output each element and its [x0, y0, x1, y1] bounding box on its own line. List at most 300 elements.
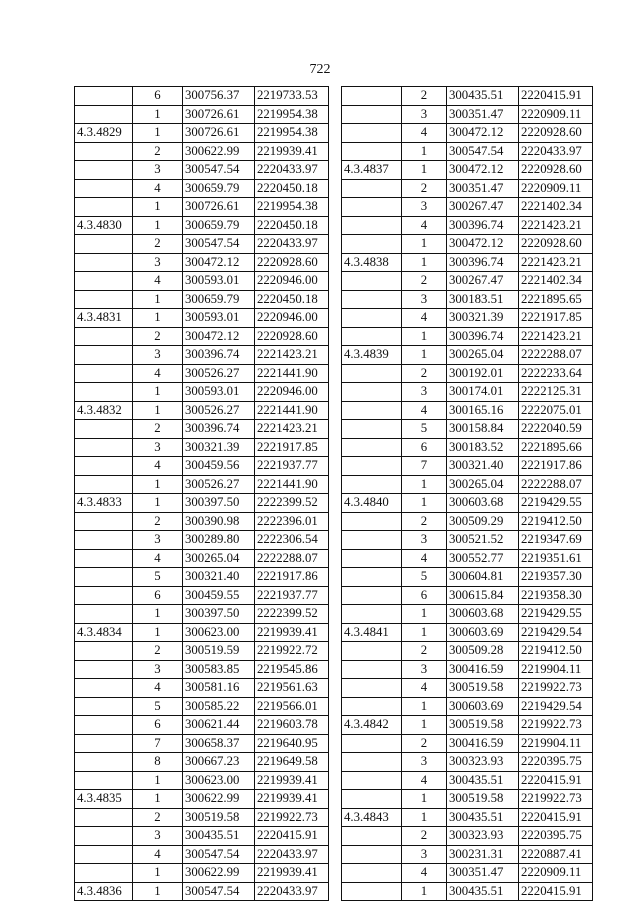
x-coordinate-cell: 300552.77 [447, 549, 519, 568]
x-coordinate-cell: 300622.99 [183, 864, 255, 883]
point-number-cell: 2 [133, 420, 183, 439]
table-row [75, 235, 329, 254]
x-coordinate-cell: 300726.61 [183, 105, 255, 124]
parcel-id-cell: 4.3.4833 [75, 494, 133, 513]
table-row [75, 864, 329, 883]
parcel-id-cell: 4.3.4843 [342, 808, 402, 827]
parcel-id-cell [75, 87, 133, 106]
y-coordinate-cell: 2221423.21 [519, 327, 593, 346]
y-coordinate-cell: 2221402.34 [519, 198, 593, 217]
parcel-id-cell [342, 845, 402, 864]
parcel-id-cell [342, 697, 402, 716]
point-number-cell: 2 [402, 364, 447, 383]
y-coordinate-cell: 2220415.91 [519, 882, 593, 901]
y-coordinate-cell: 2219412.50 [519, 512, 593, 531]
y-coordinate-cell: 2219954.38 [255, 124, 329, 143]
x-coordinate-cell: 300397.50 [183, 494, 255, 513]
table-row [75, 327, 329, 346]
x-coordinate-cell: 300521.52 [447, 531, 519, 550]
point-number-cell: 3 [402, 198, 447, 217]
point-number-cell: 1 [402, 327, 447, 346]
x-coordinate-cell: 300158.84 [447, 420, 519, 439]
x-coordinate-cell: 300165.16 [447, 401, 519, 420]
parcel-id-cell [75, 512, 133, 531]
parcel-id-cell [342, 216, 402, 235]
y-coordinate-cell: 2219904.11 [519, 734, 593, 753]
point-number-cell: 5 [402, 420, 447, 439]
table-row [75, 549, 329, 568]
x-coordinate-cell: 300623.00 [183, 623, 255, 642]
y-coordinate-cell: 2221423.21 [255, 346, 329, 365]
point-number-cell: 6 [402, 586, 447, 605]
y-coordinate-cell: 2220415.91 [519, 771, 593, 790]
y-coordinate-cell: 2219733.53 [255, 87, 329, 106]
point-number-cell: 6 [133, 87, 183, 106]
table-row [342, 605, 593, 624]
y-coordinate-cell: 2219566.01 [255, 697, 329, 716]
point-number-cell: 1 [402, 605, 447, 624]
table-row [75, 383, 329, 402]
x-coordinate-cell: 300756.37 [183, 87, 255, 106]
parcel-id-cell [342, 679, 402, 698]
point-number-cell: 1 [402, 882, 447, 901]
point-number-cell: 3 [133, 827, 183, 846]
parcel-id-cell [342, 438, 402, 457]
table-row [342, 623, 593, 642]
y-coordinate-cell: 2221937.77 [255, 586, 329, 605]
y-coordinate-cell: 2221917.86 [255, 568, 329, 587]
point-number-cell: 1 [133, 864, 183, 883]
point-number-cell: 4 [402, 549, 447, 568]
point-number-cell: 2 [402, 87, 447, 106]
point-number-cell: 3 [402, 383, 447, 402]
point-number-cell: 1 [402, 475, 447, 494]
x-coordinate-cell: 300622.99 [183, 142, 255, 161]
table-row [342, 808, 593, 827]
parcel-id-cell [75, 808, 133, 827]
table-row [75, 586, 329, 605]
y-coordinate-cell: 2219939.41 [255, 864, 329, 883]
y-coordinate-cell: 2222288.07 [519, 346, 593, 365]
table-row [342, 549, 593, 568]
point-number-cell: 4 [402, 771, 447, 790]
y-coordinate-cell: 2221895.66 [519, 438, 593, 457]
x-coordinate-cell: 300509.29 [447, 512, 519, 531]
x-coordinate-cell: 300622.99 [183, 790, 255, 809]
y-coordinate-cell: 2222040.59 [519, 420, 593, 439]
point-number-cell: 1 [402, 697, 447, 716]
table-row [342, 734, 593, 753]
table-row [342, 457, 593, 476]
parcel-id-cell: 4.3.4832 [75, 401, 133, 420]
x-coordinate-cell: 300659.79 [183, 179, 255, 198]
parcel-id-cell [75, 679, 133, 698]
point-number-cell: 1 [402, 790, 447, 809]
y-coordinate-cell: 2220433.97 [519, 142, 593, 161]
point-number-cell: 4 [133, 179, 183, 198]
point-number-cell: 1 [402, 235, 447, 254]
x-coordinate-cell: 300321.39 [447, 309, 519, 328]
table-row [75, 660, 329, 679]
x-coordinate-cell: 300547.54 [183, 882, 255, 901]
point-number-cell: 1 [133, 475, 183, 494]
point-number-cell: 4 [402, 309, 447, 328]
table-row [75, 697, 329, 716]
x-coordinate-cell: 300519.58 [183, 808, 255, 827]
parcel-id-cell [342, 827, 402, 846]
y-coordinate-cell: 2222288.07 [519, 475, 593, 494]
table-row [342, 124, 593, 143]
x-coordinate-cell: 300183.52 [447, 438, 519, 457]
point-number-cell: 4 [133, 845, 183, 864]
parcel-id-cell [75, 697, 133, 716]
y-coordinate-cell: 2220909.11 [519, 105, 593, 124]
y-coordinate-cell: 2220415.91 [255, 827, 329, 846]
x-coordinate-cell: 300416.59 [447, 660, 519, 679]
table-row [342, 475, 593, 494]
point-number-cell: 3 [133, 253, 183, 272]
parcel-id-cell [342, 457, 402, 476]
x-coordinate-cell: 300289.80 [183, 531, 255, 550]
x-coordinate-cell: 300472.12 [447, 161, 519, 180]
table-row [342, 586, 593, 605]
table-row [342, 845, 593, 864]
table-row [75, 605, 329, 624]
x-coordinate-cell: 300526.27 [183, 364, 255, 383]
table-row [342, 142, 593, 161]
table-row [342, 531, 593, 550]
point-number-cell: 1 [133, 124, 183, 143]
table-row [75, 309, 329, 328]
parcel-id-cell [75, 827, 133, 846]
point-number-cell: 1 [402, 808, 447, 827]
y-coordinate-cell: 2219603.78 [255, 716, 329, 735]
parcel-id-cell: 4.3.4831 [75, 309, 133, 328]
x-coordinate-cell: 300526.27 [183, 401, 255, 420]
point-number-cell: 1 [402, 623, 447, 642]
point-number-cell: 8 [133, 753, 183, 772]
point-number-cell: 2 [402, 827, 447, 846]
x-coordinate-cell: 300396.74 [447, 327, 519, 346]
point-number-cell: 2 [402, 512, 447, 531]
y-coordinate-cell: 2221937.77 [255, 457, 329, 476]
table-row [75, 457, 329, 476]
point-number-cell: 2 [133, 512, 183, 531]
parcel-id-cell [75, 272, 133, 291]
parcel-id-cell [342, 87, 402, 106]
point-number-cell: 3 [402, 105, 447, 124]
parcel-id-cell [342, 790, 402, 809]
y-coordinate-cell: 2220395.75 [519, 753, 593, 772]
table-row [342, 346, 593, 365]
y-coordinate-cell: 2220909.11 [519, 179, 593, 198]
point-number-cell: 1 [133, 494, 183, 513]
y-coordinate-cell: 2220450.18 [255, 290, 329, 309]
y-coordinate-cell: 2222233.64 [519, 364, 593, 383]
parcel-id-cell [75, 290, 133, 309]
x-coordinate-cell: 300593.01 [183, 309, 255, 328]
point-number-cell: 2 [133, 235, 183, 254]
y-coordinate-cell: 2219545.86 [255, 660, 329, 679]
x-coordinate-cell: 300519.58 [447, 716, 519, 735]
y-coordinate-cell: 2220946.00 [255, 272, 329, 291]
table-row [342, 642, 593, 661]
table-row [342, 309, 593, 328]
x-coordinate-cell: 300351.47 [447, 179, 519, 198]
x-coordinate-cell: 300323.93 [447, 753, 519, 772]
parcel-id-cell [75, 327, 133, 346]
point-number-cell: 3 [402, 660, 447, 679]
x-coordinate-cell: 300659.79 [183, 216, 255, 235]
x-coordinate-cell: 300615.84 [447, 586, 519, 605]
table-row [75, 771, 329, 790]
table-row [342, 827, 593, 846]
parcel-id-cell: 4.3.4837 [342, 161, 402, 180]
point-number-cell: 3 [402, 845, 447, 864]
y-coordinate-cell: 2220887.41 [519, 845, 593, 864]
x-coordinate-cell: 300603.69 [447, 697, 519, 716]
y-coordinate-cell: 2219922.73 [519, 716, 593, 735]
y-coordinate-cell: 2220433.97 [255, 845, 329, 864]
x-coordinate-cell: 300174.01 [447, 383, 519, 402]
x-coordinate-cell: 300526.27 [183, 475, 255, 494]
x-coordinate-cell: 300604.81 [447, 568, 519, 587]
y-coordinate-cell: 2219939.41 [255, 142, 329, 161]
table-row [75, 161, 329, 180]
y-coordinate-cell: 2222399.52 [255, 605, 329, 624]
table-row [75, 716, 329, 735]
x-coordinate-cell: 300192.01 [447, 364, 519, 383]
x-coordinate-cell: 300726.61 [183, 124, 255, 143]
parcel-id-cell [342, 568, 402, 587]
x-coordinate-cell: 300231.31 [447, 845, 519, 864]
table-row [342, 105, 593, 124]
parcel-id-cell [75, 531, 133, 550]
x-coordinate-cell: 300603.68 [447, 605, 519, 624]
table-row [342, 420, 593, 439]
table-body-right [342, 87, 593, 901]
x-coordinate-cell: 300265.04 [447, 346, 519, 365]
parcel-id-cell [342, 124, 402, 143]
point-number-cell: 1 [133, 198, 183, 217]
table-row [75, 124, 329, 143]
x-coordinate-cell: 300183.51 [447, 290, 519, 309]
x-coordinate-cell: 300519.58 [447, 790, 519, 809]
table-row [75, 142, 329, 161]
y-coordinate-cell: 2219939.41 [255, 623, 329, 642]
y-coordinate-cell: 2219649.58 [255, 753, 329, 772]
y-coordinate-cell: 2219954.38 [255, 105, 329, 124]
point-number-cell: 3 [133, 438, 183, 457]
point-number-cell: 2 [133, 327, 183, 346]
table-row [75, 198, 329, 217]
table-row [75, 827, 329, 846]
parcel-id-cell: 4.3.4829 [75, 124, 133, 143]
parcel-id-cell [75, 142, 133, 161]
parcel-id-cell [342, 512, 402, 531]
y-coordinate-cell: 2222125.31 [519, 383, 593, 402]
table-row [75, 216, 329, 235]
x-coordinate-cell: 300658.37 [183, 734, 255, 753]
x-coordinate-cell: 300397.50 [183, 605, 255, 624]
x-coordinate-cell: 300267.47 [447, 198, 519, 217]
y-coordinate-cell: 2221441.90 [255, 364, 329, 383]
page-number: 722 [309, 62, 331, 77]
point-number-cell: 3 [402, 290, 447, 309]
point-number-cell: 2 [133, 808, 183, 827]
point-number-cell: 4 [402, 216, 447, 235]
y-coordinate-cell: 2219939.41 [255, 771, 329, 790]
parcel-id-cell [75, 161, 133, 180]
y-coordinate-cell: 2221917.85 [519, 309, 593, 328]
parcel-id-cell: 4.3.4836 [75, 882, 133, 901]
y-coordinate-cell: 2220946.00 [255, 309, 329, 328]
table-row [342, 882, 593, 901]
x-coordinate-cell: 300547.54 [447, 142, 519, 161]
parcel-id-cell [342, 383, 402, 402]
point-number-cell: 4 [133, 457, 183, 476]
parcel-id-cell [342, 753, 402, 772]
parcel-id-cell [342, 642, 402, 661]
parcel-id-cell [342, 179, 402, 198]
table-row [342, 494, 593, 513]
point-number-cell: 6 [133, 716, 183, 735]
point-number-cell: 4 [133, 679, 183, 698]
parcel-id-cell: 4.3.4834 [75, 623, 133, 642]
point-number-cell: 1 [133, 790, 183, 809]
point-number-cell: 3 [133, 660, 183, 679]
point-number-cell: 4 [133, 364, 183, 383]
y-coordinate-cell: 2220433.97 [255, 161, 329, 180]
point-number-cell: 4 [402, 864, 447, 883]
coordinate-table-left [74, 86, 329, 901]
y-coordinate-cell: 2220433.97 [255, 235, 329, 254]
y-coordinate-cell: 2221441.90 [255, 475, 329, 494]
y-coordinate-cell: 2219351.61 [519, 549, 593, 568]
table-row [342, 864, 593, 883]
point-number-cell: 4 [402, 679, 447, 698]
table-row [75, 420, 329, 439]
parcel-id-cell [342, 290, 402, 309]
y-coordinate-cell: 2222306.54 [255, 531, 329, 550]
point-number-cell: 1 [133, 623, 183, 642]
y-coordinate-cell: 2222075.01 [519, 401, 593, 420]
point-number-cell: 2 [402, 179, 447, 198]
y-coordinate-cell: 2221423.21 [519, 253, 593, 272]
table-row [75, 179, 329, 198]
point-number-cell: 1 [133, 401, 183, 420]
table-row [342, 290, 593, 309]
parcel-id-cell [342, 327, 402, 346]
table-row [75, 438, 329, 457]
y-coordinate-cell: 2221423.21 [519, 216, 593, 235]
table-row [75, 790, 329, 809]
table-row [75, 623, 329, 642]
parcel-id-cell [342, 531, 402, 550]
point-number-cell: 1 [133, 309, 183, 328]
parcel-id-cell: 4.3.4840 [342, 494, 402, 513]
parcel-id-cell [75, 457, 133, 476]
x-coordinate-cell: 300623.00 [183, 771, 255, 790]
x-coordinate-cell: 300583.85 [183, 660, 255, 679]
table-row [342, 216, 593, 235]
x-coordinate-cell: 300459.55 [183, 586, 255, 605]
table-row [75, 512, 329, 531]
x-coordinate-cell: 300726.61 [183, 198, 255, 217]
y-coordinate-cell: 2221423.21 [255, 420, 329, 439]
parcel-id-cell [75, 642, 133, 661]
parcel-id-cell [75, 864, 133, 883]
parcel-id-cell [75, 383, 133, 402]
y-coordinate-cell: 2219357.30 [519, 568, 593, 587]
parcel-id-cell [342, 235, 402, 254]
table-row [75, 642, 329, 661]
point-number-cell: 5 [133, 568, 183, 587]
x-coordinate-cell: 300396.74 [447, 253, 519, 272]
y-coordinate-cell: 2219922.73 [255, 808, 329, 827]
y-coordinate-cell: 2220433.97 [255, 882, 329, 901]
y-coordinate-cell: 2221402.34 [519, 272, 593, 291]
parcel-id-cell: 4.3.4839 [342, 346, 402, 365]
x-coordinate-cell: 300435.51 [447, 808, 519, 827]
parcel-id-cell [75, 235, 133, 254]
point-number-cell: 4 [133, 549, 183, 568]
point-number-cell: 7 [133, 734, 183, 753]
x-coordinate-cell: 300547.54 [183, 235, 255, 254]
y-coordinate-cell: 2220450.18 [255, 179, 329, 198]
parcel-id-cell [75, 605, 133, 624]
parcel-id-cell [342, 586, 402, 605]
point-number-cell: 2 [133, 642, 183, 661]
table-row [342, 161, 593, 180]
y-coordinate-cell: 2221917.85 [255, 438, 329, 457]
x-coordinate-cell: 300519.58 [447, 679, 519, 698]
parcel-id-cell [75, 586, 133, 605]
table-row [75, 734, 329, 753]
point-number-cell: 3 [133, 161, 183, 180]
point-number-cell: 1 [402, 142, 447, 161]
x-coordinate-cell: 300659.79 [183, 290, 255, 309]
y-coordinate-cell: 2219922.73 [519, 790, 593, 809]
y-coordinate-cell: 2220928.60 [255, 253, 329, 272]
parcel-id-cell [75, 568, 133, 587]
parcel-id-cell [75, 475, 133, 494]
table-row [342, 753, 593, 772]
y-coordinate-cell: 2219954.38 [255, 198, 329, 217]
x-coordinate-cell: 300547.54 [183, 161, 255, 180]
parcel-id-cell: 4.3.4835 [75, 790, 133, 809]
table-row [342, 198, 593, 217]
table-row [75, 679, 329, 698]
parcel-id-cell [342, 309, 402, 328]
x-coordinate-cell: 300603.69 [447, 623, 519, 642]
y-coordinate-cell: 2220395.75 [519, 827, 593, 846]
table-row [342, 235, 593, 254]
parcel-id-cell [75, 549, 133, 568]
y-coordinate-cell: 2220928.60 [519, 124, 593, 143]
table-row [75, 346, 329, 365]
table-row [342, 179, 593, 198]
y-coordinate-cell: 2220415.91 [519, 808, 593, 827]
table-row [75, 253, 329, 272]
point-number-cell: 2 [402, 272, 447, 291]
y-coordinate-cell: 2219904.11 [519, 660, 593, 679]
point-number-cell: 3 [402, 753, 447, 772]
x-coordinate-cell: 300593.01 [183, 272, 255, 291]
table-row [342, 438, 593, 457]
y-coordinate-cell: 2219429.54 [519, 623, 593, 642]
x-coordinate-cell: 300435.51 [447, 87, 519, 106]
